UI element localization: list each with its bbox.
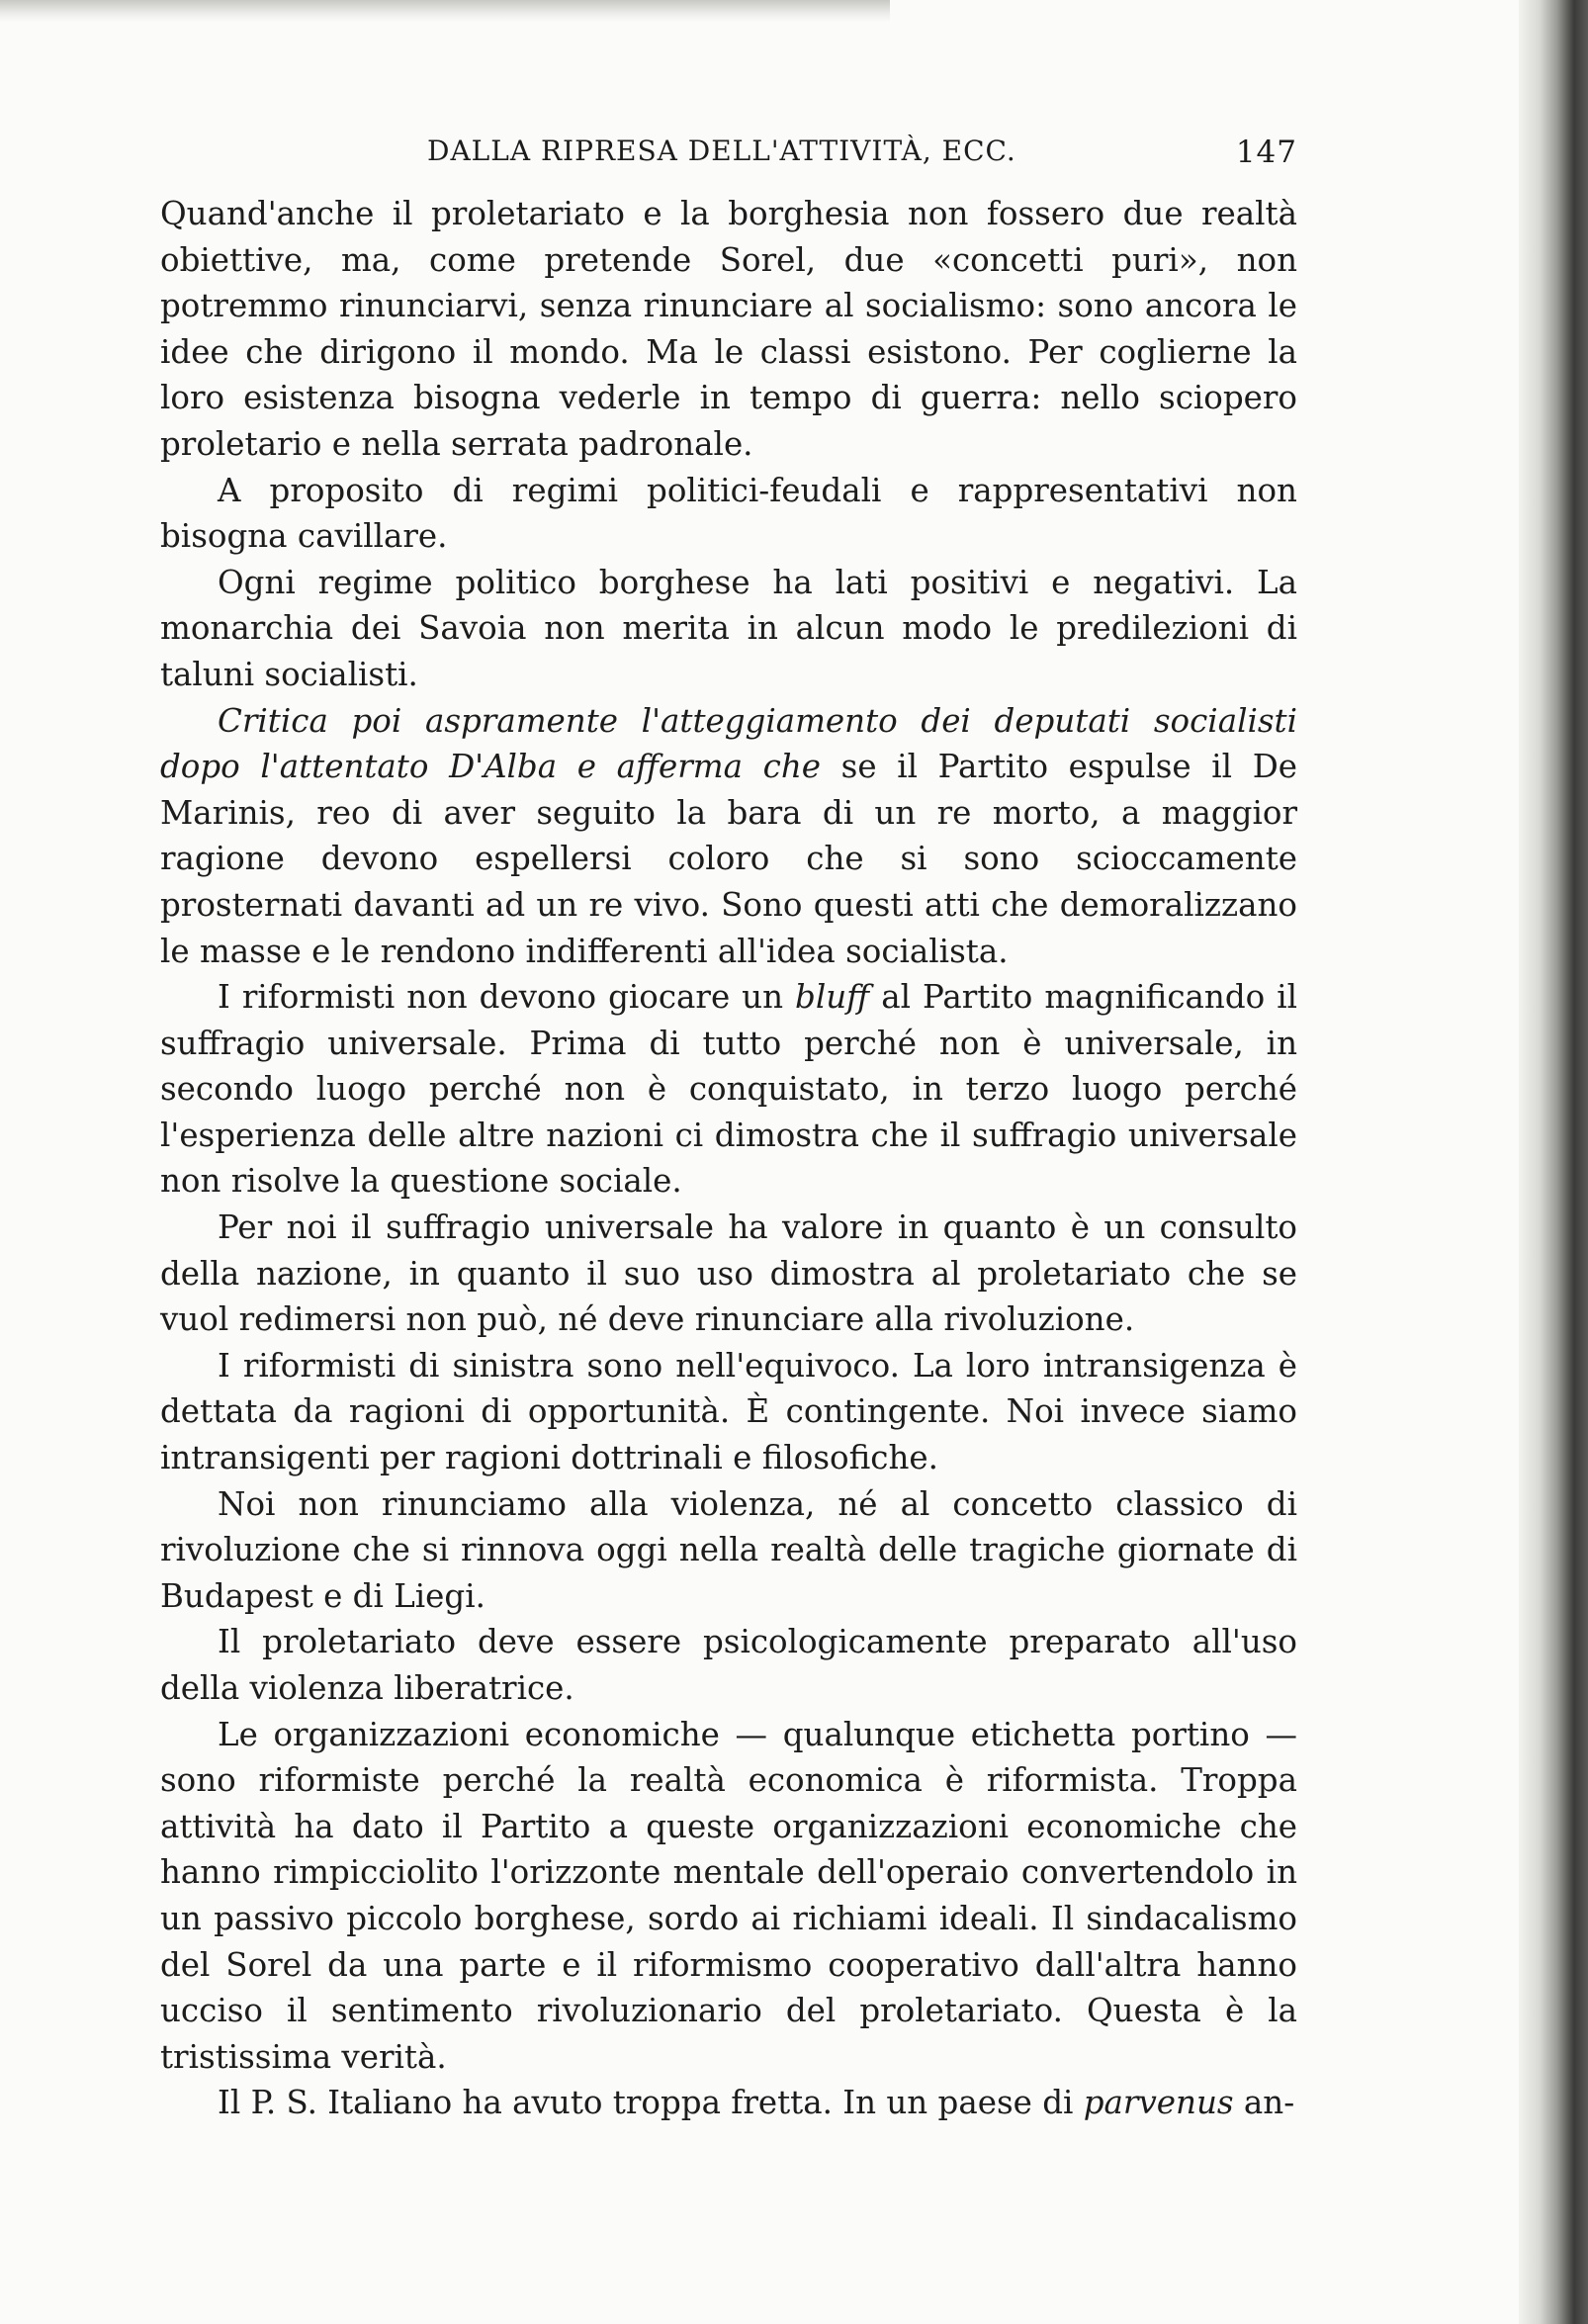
paragraph-2: A proposito di regimi politici-feudali e rappresentativi non bisogna cavillare. [160, 471, 1297, 556]
body-text [160, 191, 1297, 2126]
scan-binding-edge [1519, 0, 1588, 2324]
italic-editorial-summary: Critica poi aspramente l'atteggiamento dei deputati socialisti dopo l'attentato D'Alba e afferma che [160, 701, 1297, 786]
paragraph-1: Quand'anche il proletariato e la borghesia non fossero due realtà obiettive, ma, come pretende Sorel, due «concetti puri», non potremmo rinunciarvi, senza rinunciare al socialismo: sono ancora le idee che dirigono il mondo. Ma le classi esistono. Per coglierne la loro esistenza bisogna vederle in tempo di guerra: nello sciopero proletario e nella serrata padronale. [160, 195, 1297, 463]
paragraph-8: Noi non rinunciamo alla violenza, né al concetto classico di rivoluzione che si rinnova oggi nella realtà delle tragiche giornate di Budapest e di Liegi. [160, 1484, 1297, 1615]
paragraph-4 [160, 698, 1297, 975]
paragraph-5 [160, 974, 1297, 1205]
running-title: DALLA RIPRESA DELL'ATTIVITÀ, ECC. [427, 134, 1016, 167]
paragraph-5-text-after: al Partito magnificando il suffragio universale. Prima di tutto perché non è universale, in secondo luogo perché non è conquistato, in terzo luogo perché l'esperienza delle altre nazioni ci dimostra che il suffragio universale non risolve la questione sociale. [160, 978, 1297, 1201]
paragraph-5-text-before: I riformisti non devono giocare un [218, 978, 796, 1017]
paragraph-7: I riformisti di sinistra sono nell'equivoco. La loro intransigenza è dettata da ragioni di opportunità. È contingente. Noi invece siamo intransigenti per ragioni dottrinali e filosofiche. [160, 1346, 1297, 1477]
italic-bluff: bluff [795, 978, 870, 1017]
paragraph-11 [160, 2080, 1297, 2126]
paragraph-6: Per noi il suffragio universale ha valore in quanto è un consulto della nazione, in quanto il suo uso dimostra al proletariato che se vuol redimersi non può, né deve rinunciare alla rivoluzione. [160, 1208, 1297, 1339]
italic-parvenus: parvenus [1083, 2084, 1234, 2122]
paragraph-4-text: se il Partito espulse il De Marinis, reo di aver seguito la bara di un re morto, a maggior ragione devono espellersi coloro che si sono scioccamente prosternati davanti ad un re vivo. Sono questi atti che demoralizzano le masse e le rendono indifferenti all'idea socialista. [160, 748, 1298, 970]
paragraph-10: Le organizzazioni economiche — qualunque etichetta portino — sono riformiste perché la realtà economica è riformista. Troppa attività ha dato il Partito a queste organizzazioni economiche che hanno rimpicciolito l'orizzonte mentale dell'operaio convertendolo in un passivo piccolo borghese, sordo ai richiami ideali. Il sindacalismo del Sorel da una parte e il riformismo cooperativo dall'altra hanno ucciso il sentimento rivoluzionario del proletariato. Questa è la tristissima verità. [160, 1715, 1297, 2076]
page-number: 147 [1235, 134, 1297, 170]
scan-top-edge [0, 0, 890, 22]
paragraph-11-text-after: an- [1233, 2084, 1295, 2122]
running-head [427, 134, 1297, 184]
paragraph-11-text-before: Il P. S. Italiano ha avuto troppa fretta. In un paese di [218, 2084, 1084, 2122]
paragraph-3: Ogni regime politico borghese ha lati positivi e negativi. La monarchia dei Savoia non merita in alcun modo le predilezioni di taluni socialisti. [160, 563, 1297, 693]
paragraph-9: Il proletariato deve essere psicologicamente preparato all'uso della violenza liberatrice. [160, 1623, 1297, 1707]
